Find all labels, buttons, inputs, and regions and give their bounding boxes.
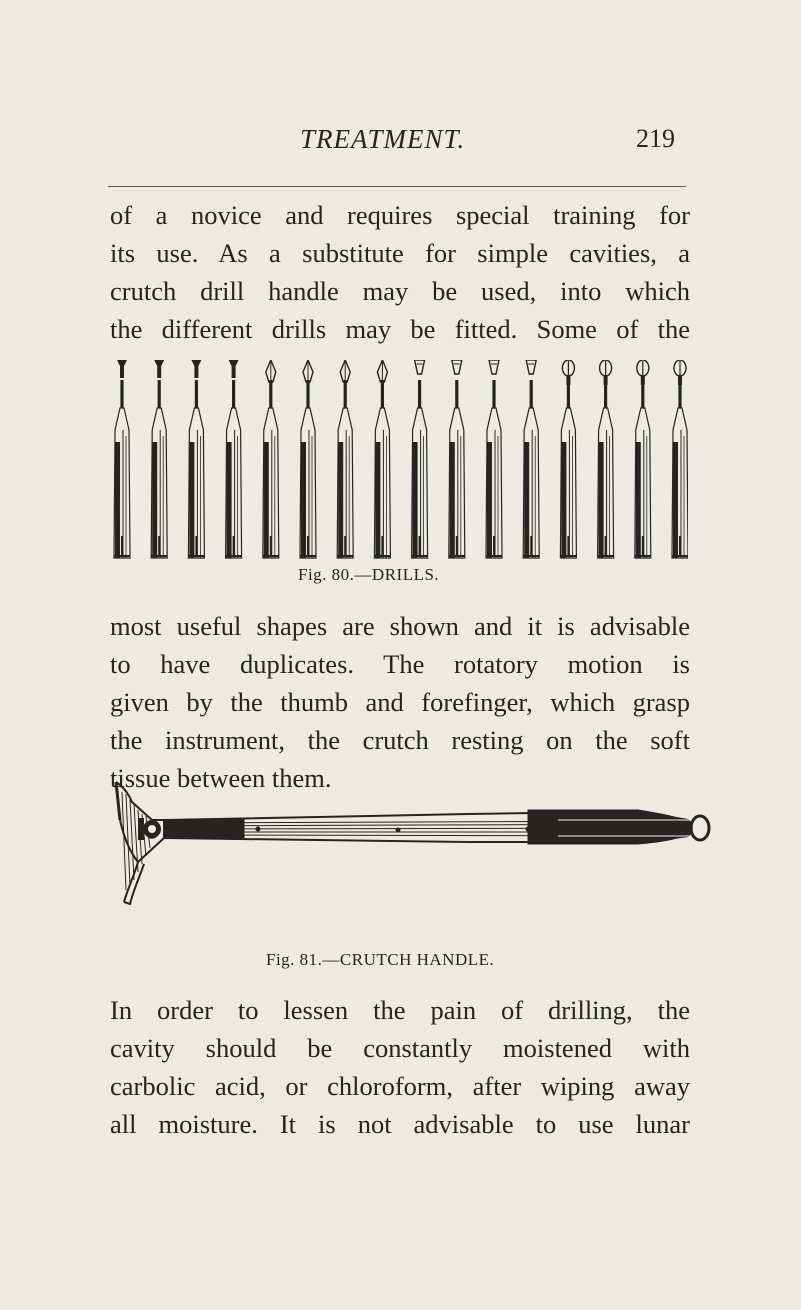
page-number: 219 [636,124,675,153]
pivot-joint [138,818,161,840]
header-rule [108,186,686,187]
figure-81-caption: Fig. 81.—CRUTCH HANDLE. [266,950,495,969]
drill-15 [635,360,651,558]
text-line: carbolic acid, or chloroform, after wiping away [110,1071,690,1101]
text-line: given by the thumb and forefinger, which grasp [110,687,690,717]
text-line: tissue between them. [110,763,332,793]
drill-7 [337,360,353,558]
drill-10 [449,360,465,558]
text-line: In order to lessen the pain of drilling, the [110,995,690,1025]
handle-shaft [164,810,708,844]
text-line: all moisture. It is not advisable to use lunar [110,1109,690,1139]
drill-13 [560,360,576,558]
drill-6 [300,360,316,558]
drill-16 [672,360,688,558]
paragraph-3 [110,991,690,1143]
running-title: TREATMENT. [300,124,466,154]
text-line: cavity should be constantly moistened with [110,1033,690,1063]
paragraph-1 [110,196,690,348]
drill-12 [523,360,539,558]
text-line: most useful shapes are shown and it is advisable [110,611,690,641]
drill-3 [188,360,204,558]
text-line: of a novice and requires special training for [110,200,690,230]
paragraph-2 [110,607,690,797]
drill-2 [151,360,167,558]
text-line: the instrument, the crutch resting on the soft [110,725,690,755]
drill-1 [114,360,130,558]
drill-9 [412,360,428,558]
figure-crutch-handle-illustration [108,780,718,910]
text-line: crutch drill handle may be used, into which [110,276,690,306]
drill-14 [598,360,614,558]
drill-8 [374,360,390,558]
figure-80-caption: Fig. 80.—DRILLS. [298,565,440,584]
figure-drills-illustration [112,360,688,564]
text-line: its use. As a substitute for simple cavities, a [110,238,690,268]
drill-5 [263,360,279,558]
drill-4 [226,360,242,558]
crutch-piece [116,782,164,904]
text-line: the different drills may be fitted. Some of the [110,314,690,344]
running-head [0,124,801,164]
text-line: to have duplicates. The rotatory motion is [110,649,690,679]
drill-11 [486,360,502,558]
